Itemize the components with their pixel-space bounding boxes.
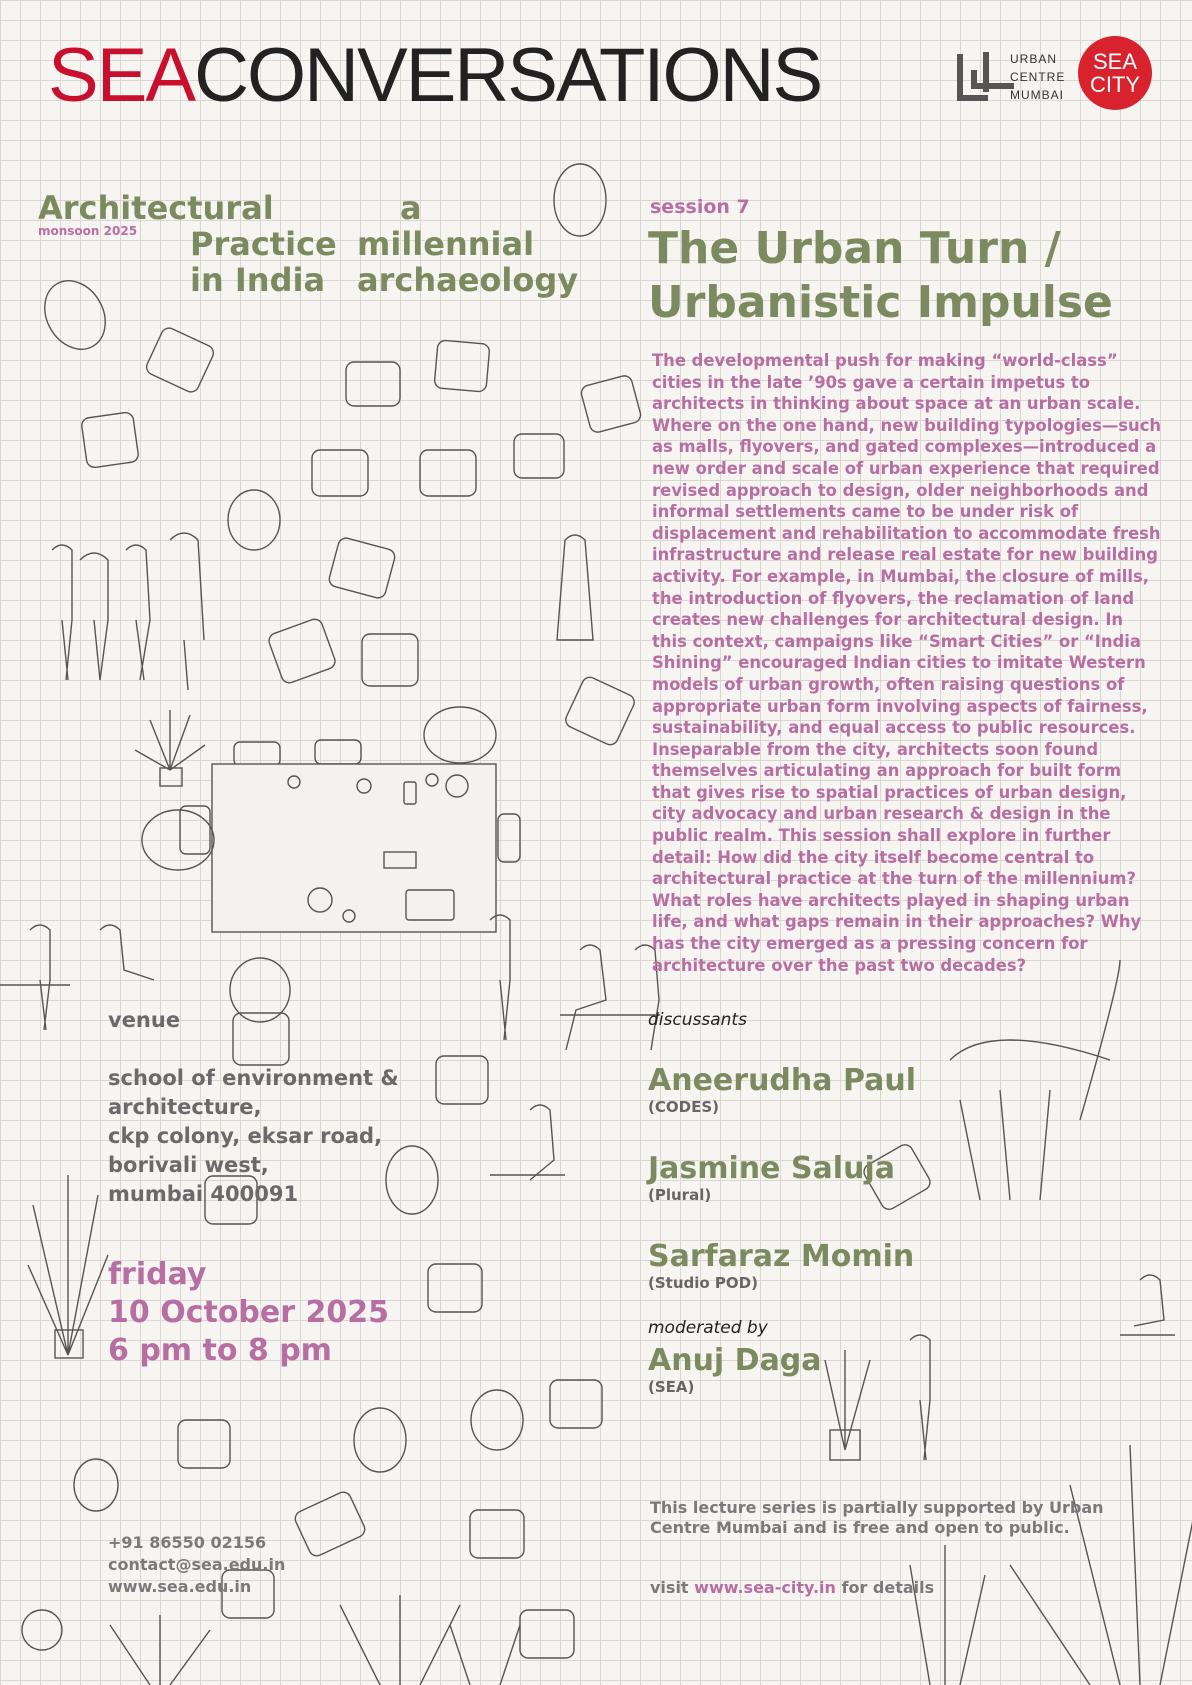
series-word: Architectural — [38, 189, 274, 227]
discussant-name: Jasmine Saluja — [648, 1151, 895, 1186]
venue-line: mumbai 400091 — [108, 1182, 299, 1206]
session-label: session 7 — [650, 196, 750, 218]
season-label: monsoon 2025 — [38, 224, 138, 238]
support-note: This lecture series is partially supported by Urban Centre Mumbai and is free and open to public. — [650, 1498, 1104, 1537]
page-title — [48, 33, 822, 118]
series-word: archaeology — [357, 261, 579, 299]
series-word: Practice — [190, 225, 337, 263]
series-word: in India — [190, 261, 326, 299]
discussant — [648, 1240, 914, 1292]
uc-logo-line: MUMBAI — [1010, 88, 1064, 102]
session-title-line: Urbanistic Impulse — [648, 277, 1113, 328]
venue-line: school of environment & — [108, 1066, 399, 1090]
session-title — [648, 222, 1113, 330]
moderator — [648, 1344, 822, 1396]
urban-centre-logo — [956, 50, 1066, 106]
schedule-time: 6 pm to 8 pm — [108, 1333, 332, 1368]
uc-logo-line: CENTRE — [1010, 70, 1066, 84]
visit-line — [650, 1578, 934, 1598]
moderator-affiliation: (SEA) — [648, 1378, 695, 1396]
table-icon — [180, 764, 520, 932]
venue-label: venue — [108, 1008, 181, 1032]
series-word: millennial — [357, 225, 535, 263]
discussant-affiliation: (CODES) — [648, 1098, 719, 1116]
sea-city-logo-line: SEA — [1092, 49, 1138, 74]
contact-phone[interactable]: +91 86550 02156 — [108, 1533, 267, 1552]
venue-line: ckp colony, eksar road, — [108, 1124, 383, 1148]
title-sea: SEA — [48, 33, 195, 118]
contact-block — [108, 1532, 285, 1598]
sea-city-logo-line: CITY — [1089, 72, 1141, 97]
venue-line: architecture, — [108, 1095, 262, 1119]
series-word: a — [400, 189, 422, 227]
schedule — [108, 1256, 389, 1370]
contact-website[interactable]: www.sea.edu.in — [108, 1577, 252, 1596]
session-description: The developmental push for making “world-class” cities in the late ’90s gave a certain impetus to architects in thinking about space at an urban scale. Where on the one hand, new building typologies—such as malls, flyovers, and gated complexes—introduced a new order and scale of urban experience that required revised approach to design, older neighborhoods and informal settlements came to be under risk of displacement and rehabilitation to accommodate fresh infrastructure and release real estate for new building activity. For example, in Mumbai, the closure of mills, the introduction of flyovers, the reclamation of land creates new challenges for architectural design. In this context, campaigns like “Smart Cities” or “India Shining” encouraged Indian cities to imitate Western models of urban growth, often raising questions of appropriate urban form involving aspects of fairness, sustainability, and equal access to public resources. Inseparable from the city, architects soon found themselves articulating an approach for built form that gives rise to spatial practices of urban design, city advocacy and urban research & design in the public realm. This session shall explore in further detail: How did the city itself become central to architectural practice at the turn of the millennium? What roles have architects played in shaping urban life, and what gaps remain in their approaches? Why has the city emerged as a pressing concern for architecture over the past two decades? — [652, 351, 1162, 975]
uc-mark-icon — [956, 50, 1016, 106]
discussants-label: discussants — [648, 1010, 747, 1030]
session-title-line: The Urban Turn / — [648, 223, 1061, 274]
moderator-name: Anuj Daga — [648, 1343, 822, 1378]
venue-line: borivali west, — [108, 1153, 269, 1177]
discussant-name: Aneerudha Paul — [648, 1063, 917, 1098]
discussant — [648, 1152, 895, 1204]
contact-email[interactable]: contact@sea.edu.in — [108, 1555, 286, 1574]
uc-logo-line: URBAN — [1010, 52, 1058, 66]
moderator-label: moderated by — [648, 1318, 768, 1338]
discussant-name: Sarfaraz Momin — [648, 1239, 915, 1274]
visit-suffix: for details — [841, 1578, 935, 1597]
schedule-day: friday — [108, 1257, 207, 1292]
sea-city-logo — [1078, 36, 1152, 110]
discussant — [648, 1064, 916, 1116]
schedule-date: 10 October 2025 — [108, 1295, 389, 1330]
visit-prefix: visit — [650, 1578, 689, 1597]
title-conversations: CONVERSATIONS — [194, 33, 822, 118]
visit-link[interactable]: www.sea-city.in — [694, 1578, 836, 1597]
discussant-affiliation: (Studio POD) — [648, 1274, 758, 1292]
venue-address — [108, 1064, 399, 1209]
discussant-affiliation: (Plural) — [648, 1186, 712, 1204]
